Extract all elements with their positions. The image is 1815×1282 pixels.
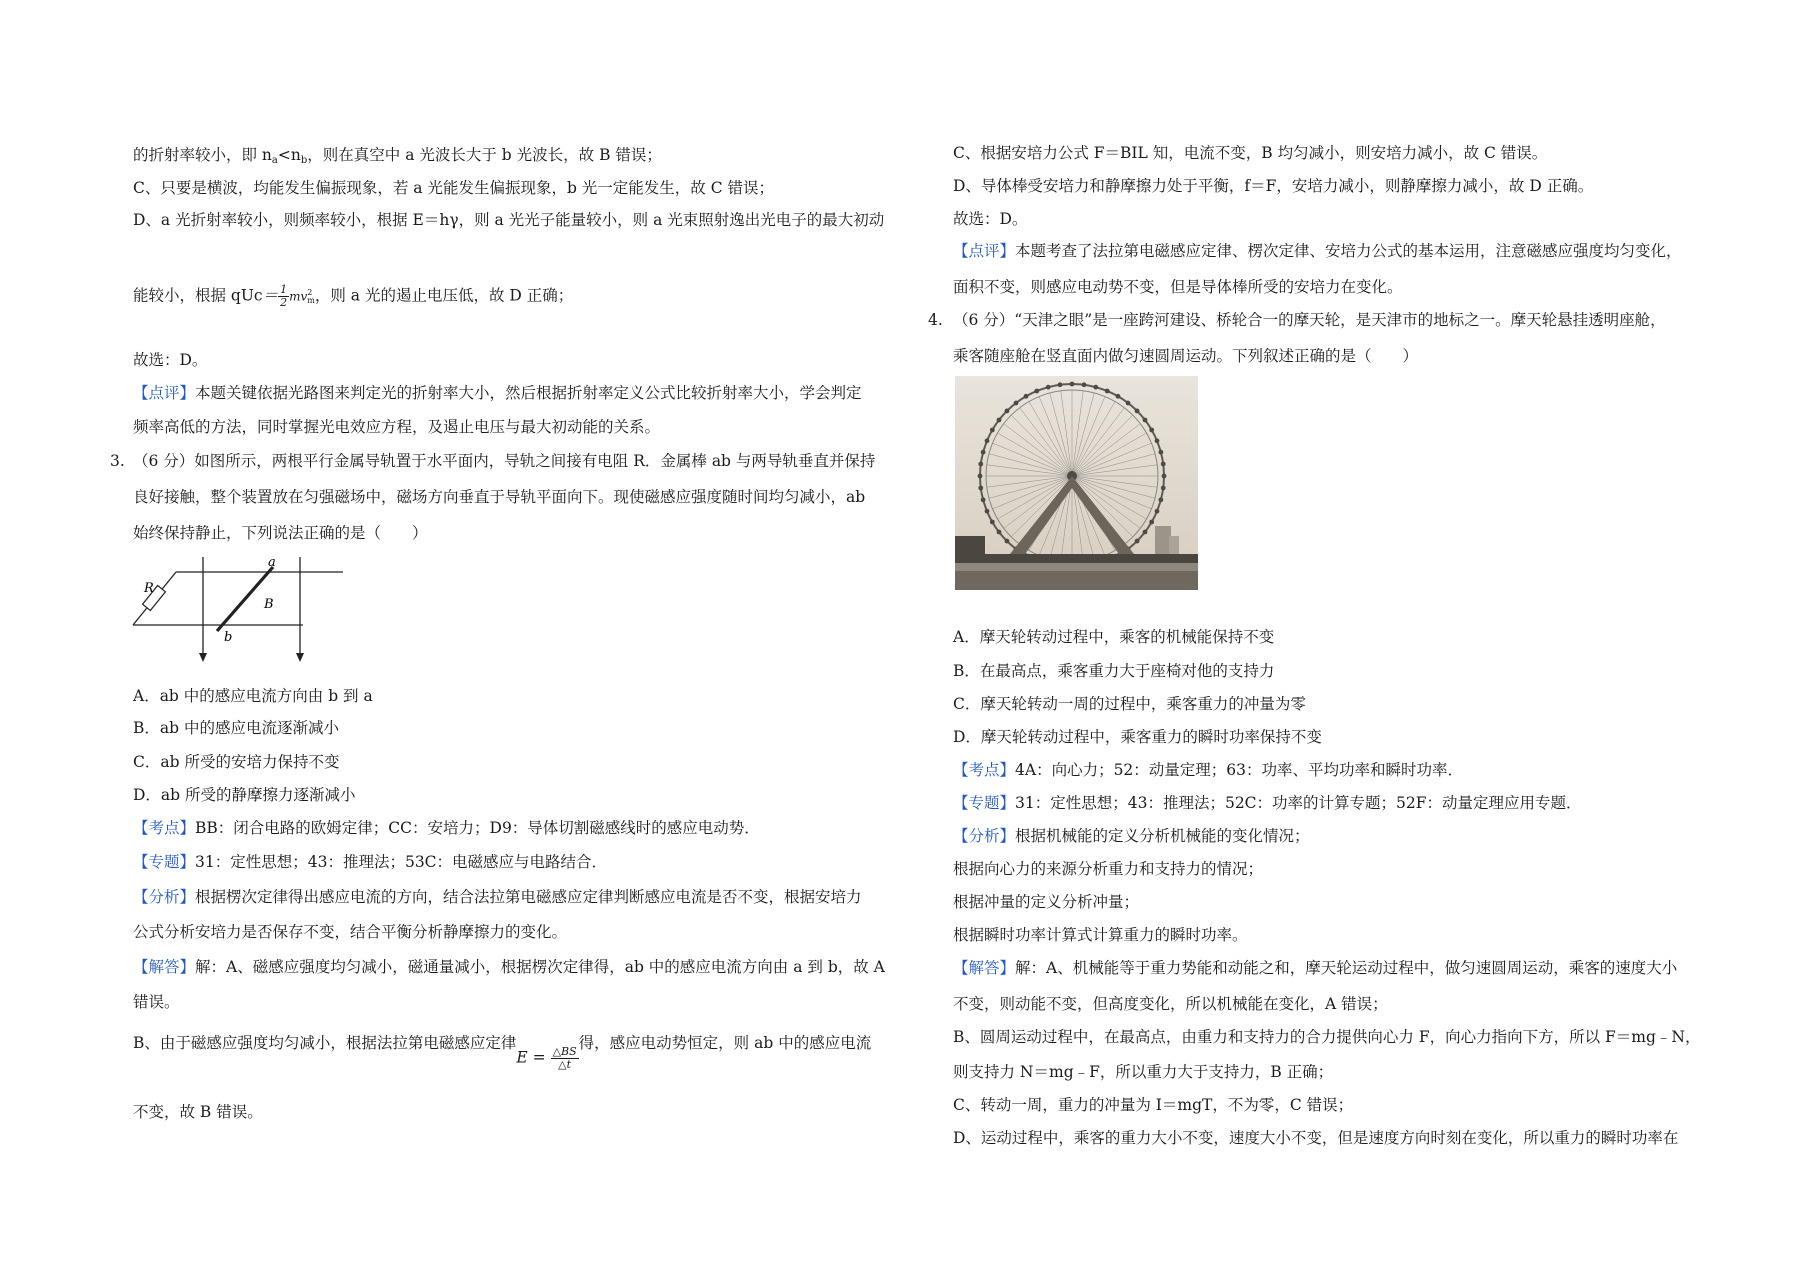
text-line: C、根据安培力公式 F＝BIL 知，电流不变，B 均匀减小，则安培力减小，故 C 错误。 <box>953 144 1548 162</box>
comment-line: 【点评】本题考查了法拉第电磁感应定律、楞次定律、安培力公式的基本运用，注意磁感应强度均匀变化， <box>953 242 1682 260</box>
wheel-cabin <box>1014 401 1019 406</box>
jieda-tag: 【解答】 <box>953 959 1016 977</box>
text-line: D、a 光折射率较小，则频率较小，根据 E＝hγ，则 a 光光子能量较小，则 a 光束照射逸出光电子的最大初动 <box>133 211 885 229</box>
option-c: C．摩天轮转动一周的过程中，乘客重力的冲量为零 <box>953 695 1306 713</box>
kaodian-line: 【考点】4A：向心力；52：动量定理；63：功率、平均功率和瞬时功率． <box>953 761 1464 779</box>
wheel-cabin <box>1143 530 1148 535</box>
text-line: D、运动过程中，乘客的重力大小不变，速度大小不变，但是速度方向时刻在变化，所以重力的瞬时功率在 <box>953 1129 1679 1147</box>
text-line: 不变，则动能不变，但高度变化，所以机械能在变化，A 错误； <box>953 995 1388 1013</box>
label-B: B <box>264 597 274 612</box>
kaodian-tag: 【考点】 <box>953 761 1016 779</box>
wheel-cabin <box>1158 497 1163 502</box>
wheel-cabin <box>1155 438 1160 443</box>
jieda-line: 【解答】解：A、磁感应强度均匀减小，磁通量减小，根据楞次定律得，ab 中的感应电流方向由 a 到 b，故 A <box>133 958 885 976</box>
text-line: 不变，故 B 错误。 <box>133 1103 263 1121</box>
jieda-tag: 【解答】 <box>133 958 196 976</box>
wheel-cabin <box>1058 382 1063 387</box>
wheel-cabin <box>978 474 983 479</box>
kaodian-tag: 【考点】 <box>133 819 196 837</box>
option-d: D．ab 所受的静摩擦力逐渐减小 <box>133 786 356 804</box>
zhuanti-tag: 【专题】 <box>953 794 1016 812</box>
wheel-cabin <box>1024 394 1029 399</box>
text-line: C、转动一周，重力的冲量为 I＝mgT，不为零，C 错误； <box>953 1096 1354 1114</box>
fenxi-tag: 【分析】 <box>953 827 1016 845</box>
wheel-cabin <box>1135 409 1140 414</box>
wheel-cabin <box>1116 394 1121 399</box>
wheel-cabin <box>1161 462 1166 467</box>
text-line: 错误。 <box>133 993 180 1011</box>
question-number: 4. <box>928 311 943 329</box>
label-R: R <box>144 581 154 596</box>
wheel-cabin <box>1126 401 1131 406</box>
zhuanti-line: 【专题】31：定性思想；43：推理法；52C：功率的计算专题；52F：动量定理应用专题． <box>953 794 1582 812</box>
text-line: C、只要是横波，均能发生偏振现象，若 a 光能发生偏振现象，b 光一定能发生，故 C 错误； <box>133 179 775 197</box>
wheel-cabin <box>1005 409 1010 414</box>
question-text: （6 分）“天津之眼”是一座跨河建设、桥轮合一的摩天轮，是天津市的地标之一。摩天轮悬挂透明座舱， <box>953 311 1666 329</box>
wheel-cabin <box>997 530 1002 535</box>
wheel-cabin <box>1158 450 1163 455</box>
wheel-cabin <box>1149 428 1154 433</box>
wheel-cabin <box>1162 474 1167 479</box>
text-line: 根据冲量的定义分析冲量； <box>953 893 1140 911</box>
rail-circuit-figure <box>128 552 348 662</box>
question-text: 良好接触，整个装置放在匀强磁场中，磁场方向垂直于导轨平面向下。现使磁感应强度随时间均匀减小，ab <box>133 488 866 506</box>
wheel-cabin <box>985 509 990 514</box>
question-text: （6 分）如图所示，两根平行金属导轨置于水平面内，导轨之间接有电阻 R．金属棒 ab 与两导轨垂直并保持 <box>133 452 876 470</box>
jieda-line: 【解答】解：A、机械能等于重力势能和动能之和，摩天轮运动过程中，做匀速圆周运动，乘客的速度大小 <box>953 959 1678 977</box>
wheel-cabin <box>985 438 990 443</box>
wheel-cabin <box>1070 382 1075 387</box>
text-line: D、导体棒受安培力和静摩擦力处于平衡，f＝F，安培力减小，则静摩擦力减小，故 D 正确。 <box>953 177 1594 195</box>
fenxi-line: 【分析】根据机械能的定义分析机械能的变化情况； <box>953 827 1310 845</box>
text-line: 频率高低的方法，同时掌握光电效应方程，及遏止电压与最大初动能的关系。 <box>133 418 661 436</box>
question-number: 3. <box>110 452 125 470</box>
comment-line: 【点评】本题关键依据光路图来判定光的折射率大小，然后根据折射率定义公式比较折射率大小，学会判定 <box>133 384 862 402</box>
fenxi-tag: 【分析】 <box>133 888 196 906</box>
text-line: 根据瞬时功率计算式计算重力的瞬时功率。 <box>953 926 1248 944</box>
zhuanti-line: 【专题】31：定性思想；43：推理法；53C：电磁感应与电路结合． <box>133 853 608 871</box>
wheel-cabin <box>1093 385 1098 390</box>
question-text: 始终保持静止，下列说法正确的是（ ） <box>133 524 428 542</box>
wheel-cabin <box>1005 539 1010 544</box>
kaodian-line: 【考点】BB：闭合电路的欧姆定律；CC：安培力；D9：导体切割磁感线时的感应电动势． <box>133 819 760 837</box>
fraction-one-half: $\frac{1}{2}$ <box>280 283 288 309</box>
wheel-cabin <box>990 520 995 525</box>
wheel-cabin <box>1155 509 1160 514</box>
comment-tag: 【点评】 <box>953 242 1016 260</box>
option-c: C．ab 所受的安培力保持不变 <box>133 753 340 771</box>
question-text: 乘客随座舱在竖直面内做匀速圆周运动。下列叙述正确的是（ ） <box>953 347 1419 365</box>
label-b: b <box>224 630 233 645</box>
wheel-cabin <box>981 497 986 502</box>
wheel-cabin <box>981 450 986 455</box>
wheel-cabin <box>1149 520 1154 525</box>
wheel-cabin <box>1082 382 1087 387</box>
wheel-cabin <box>997 418 1002 423</box>
option-b: B．在最高点，乘客重力大于座椅对他的支持力 <box>953 662 1275 680</box>
wheel-cabin <box>978 462 983 467</box>
option-a: A．ab 中的感应电流方向由 b 到 a <box>133 687 373 705</box>
option-b: B．ab 中的感应电流逐渐减小 <box>133 719 339 737</box>
option-a: A．摩天轮转动过程中，乘客的机械能保持不变 <box>953 628 1275 646</box>
comment-tag: 【点评】 <box>133 384 196 402</box>
text-line: B、圆周运动过程中，在最高点，由重力和支持力的合力提供向心力 F，向心力指向下方，所以 F＝mg﹣N， <box>953 1028 1701 1046</box>
wheel-cabin <box>1034 389 1039 394</box>
text-line: 公式分析安培力是否保存不变，结合平衡分析静摩擦力的变化。 <box>133 923 568 941</box>
tianjin-eye-photo <box>955 376 1198 590</box>
text-line: 根据向心力的来源分析重力和支持力的情况； <box>953 860 1264 878</box>
text-line: 则支持力 N＝mg﹣F，所以重力大于支持力，B 正确； <box>953 1063 1334 1081</box>
label-a: a <box>268 555 276 570</box>
wheel-cabin <box>1135 539 1140 544</box>
wheel-cabin <box>990 428 995 433</box>
text-line: 面积不变，则感应电动势不变，但是导体棒所受的安培力在变化。 <box>953 278 1403 296</box>
zhuanti-tag: 【专题】 <box>133 853 196 871</box>
wheel-cabin <box>1105 389 1110 394</box>
fenxi-line: 【分析】根据楞次定律得出感应电流的方向，结合法拉第电磁感应定律判断感应电流是否不变，根据安培力 <box>133 888 862 906</box>
formula-line: 能较小，根据 qUc＝ $\frac{1}{2}$ mv 2 m ，则 a 光的遏止电压低，故 D 正确； <box>133 283 574 309</box>
formula-line: B、由于磁感应强度均匀减小，根据法拉第电磁感应定律E = $\frac{\triangle BS}{\triangle t}$ 得，感应电动势恒定，则 ab 中的感应电流 <box>133 1034 872 1071</box>
wheel-cabin <box>1046 385 1051 390</box>
text-line: 的折射率较小，即 $n_a<n_b$，则在真空中 a 光波长大于 b 光波长，故 B 错误； <box>133 146 662 166</box>
wheel-cabin <box>978 486 983 491</box>
option-d: D．摩天轮转动过程中，乘客重力的瞬时功率保持不变 <box>953 728 1322 746</box>
wheel-cabin <box>1161 486 1166 491</box>
wheel-cabin <box>1143 418 1148 423</box>
answer-line: 故选：D。 <box>953 210 1028 228</box>
fraction-dBS-dt: $\frac{\triangle BS}{\triangle t}$ <box>552 1044 577 1071</box>
answer-line: 故选：D。 <box>133 351 208 369</box>
